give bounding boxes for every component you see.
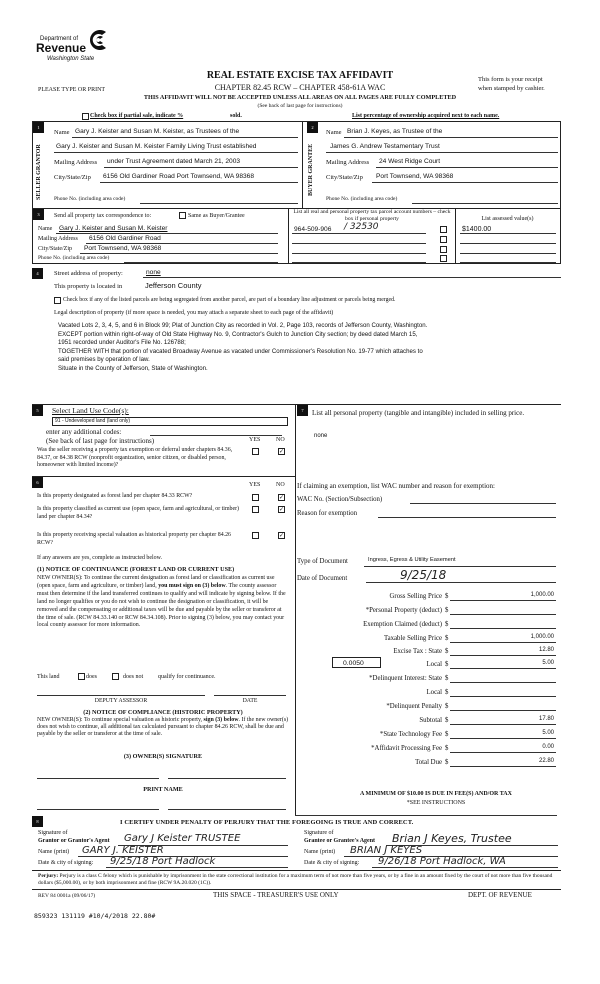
partial-sale-label: Check box if partial sale, indicate %: [90, 113, 184, 119]
grantee-print-name[interactable]: BRIAN J KEYES: [350, 845, 423, 856]
does-checkbox[interactable]: [78, 673, 85, 680]
personal-property-value[interactable]: none: [314, 433, 328, 439]
fee-value[interactable]: 1,000.00: [530, 634, 554, 640]
fee-label: Excise Tax : State: [393, 648, 442, 655]
fee-line: [450, 628, 556, 629]
historic-no-checkbox[interactable]: ✓: [279, 532, 285, 539]
fee-line: [450, 752, 556, 753]
same-as-buyer-checkbox[interactable]: [179, 212, 186, 219]
document-type[interactable]: Ingress, Egress & Utility Easement: [368, 557, 456, 563]
grantor-print-name[interactable]: GARY J. KEISTER: [82, 845, 164, 856]
please-print: PLEASE TYPE OR PRINT: [38, 87, 106, 93]
dept-label: DEPT. OF REVENUE: [468, 891, 532, 899]
fee-line: [450, 724, 556, 725]
parcel-number[interactable]: 964-509-906: [294, 226, 332, 233]
segregation-checkbox[interactable]: [54, 297, 61, 304]
notice-continuance-text: NEW OWNER(S): To continue the current designation as forest land or classification as current use (open space, farm and agriculture, or timber) land, you must sign on (3) below. The county assessor must then determine if the land transferred continues to qualify and will indicate by signing below. If the land no longer qualifies or you do not wish to continue the designation or classification, it will be removed and the compensating or additional taxes will be due and payable by the seller or transferor at the time of sale. (RCW 84.33.140 or RCW 84.34.108). Prior to signing (3) below, you may contact your local county assessor for more information.: [37, 575, 286, 629]
fee-label: Taxable Selling Price: [383, 635, 442, 642]
fee-label: *Delinquent Interest: State: [369, 675, 442, 682]
logo-swoosh-icon: [86, 28, 108, 52]
local-rate-box[interactable]: 0.0050: [332, 657, 381, 668]
currency-symbol: $: [445, 731, 449, 738]
county[interactable]: Jefferson County: [145, 281, 202, 290]
currency-symbol: $: [445, 703, 449, 710]
personal-property-checkbox-4[interactable]: [440, 255, 447, 262]
buyer-city-state-zip[interactable]: Port Townsend, WA 98368: [376, 173, 454, 180]
treasurer-label: THIS SPACE - TREASURER'S USE ONLY: [213, 891, 339, 899]
fee-label: Total Due: [415, 759, 442, 766]
buyer-mailing-address[interactable]: 24 West Ridge Court: [379, 158, 441, 165]
perjury-notice: Perjury: Perjury is a class C felony which is punishable by imprisonment in the state correctional institution for a maximum term of not more than five years, or by a fine in an amount fixed by the court of not more than five thousand dollars ($5,000.00), or by both imprisonment and fine (RCW 9A.20.020 (1C)).: [38, 873, 553, 887]
notice-compliance-text: NEW OWNER(S): To continue special valuation as historic property, sign (3) below. If the new owner(s) does not wish to continue, all additional tax calculated pursuant to chapter 84.26 RCW, shall be due and payable by the seller or transferor at the time of sale.: [37, 717, 289, 738]
grantor-signature[interactable]: Gary J Keister TRUSTEE: [124, 833, 241, 844]
fee-line: [450, 600, 556, 601]
fee-value[interactable]: 5.00: [542, 730, 554, 736]
cashier-stamp: 859323 131119 #10/4/2018 22.80#: [34, 912, 156, 920]
street-address[interactable]: none: [146, 269, 161, 276]
exempt-yes-checkbox[interactable]: [252, 448, 259, 455]
buyer-name-1[interactable]: Brian J. Keyes, as Trustee of the: [347, 128, 443, 135]
see-back: (See back of last page for instructions): [257, 103, 343, 109]
reason-input[interactable]: [378, 517, 556, 518]
personal-property-checkbox-1[interactable]: [440, 226, 447, 233]
seller-name-1[interactable]: Gary J. Keister and Susan M. Keister, as Trustees of the: [75, 128, 240, 135]
seller-city-state-zip[interactable]: 6156 Old Gardiner Road Port Townsend, WA 98368: [103, 173, 255, 180]
fee-label: Local: [426, 689, 442, 696]
buyer-name-2[interactable]: James G. Andrew Testamentary Trust: [330, 143, 440, 150]
document-date[interactable]: 9/25/18: [400, 568, 447, 582]
fee-label: Gross Selling Price: [389, 593, 442, 600]
fee-label: Subtotal: [419, 717, 442, 724]
grantee-date-city[interactable]: 9/26/18 Port Hadlock, WA: [378, 856, 506, 867]
grantor-date-city[interactable]: 9/25/18 Port Hadlock: [110, 856, 216, 867]
fee-line: [450, 668, 556, 669]
receipt-note: This form is your receipt: [478, 76, 543, 83]
fee-line: [450, 696, 556, 697]
fee-label: Local: [426, 661, 442, 668]
fee-value[interactable]: 12.80: [538, 647, 554, 653]
warning: THIS AFFIDAVIT WILL NOT BE ACCEPTED UNLESS ALL AREAS ON ALL PAGES ARE FULLY COMPLETED: [143, 94, 457, 101]
fee-line: [450, 682, 556, 683]
exempt-no-checkbox[interactable]: ✓: [279, 448, 285, 455]
forest-yes-checkbox[interactable]: [252, 494, 259, 501]
parcel-handwritten: / 32530: [344, 222, 379, 232]
receipt-note-2: when stamped by cashier.: [478, 85, 545, 92]
personal-property-checkbox-2[interactable]: [440, 236, 447, 243]
fee-label: *Affidavit Processing Fee: [371, 745, 442, 752]
fee-line: [450, 738, 556, 739]
fee-value[interactable]: 0.00: [542, 744, 554, 750]
chapter-line: CHAPTER 82.45 RCW – CHAPTER 458-61A WAC: [214, 83, 386, 92]
currency-symbol: $: [445, 717, 449, 724]
fee-line: [450, 614, 556, 615]
fee-line: [450, 642, 556, 643]
fee-value[interactable]: 22.80: [538, 758, 554, 764]
grantee-signature[interactable]: Brian J Keyes, Trustee: [392, 832, 512, 845]
fee-label: *Delinquent Penalty: [386, 703, 442, 710]
currency-symbol: $: [445, 607, 449, 614]
sold-label: sold.: [230, 113, 242, 119]
form-revision: REV 84 0001a (09/06/17): [38, 893, 96, 899]
correspondence-city[interactable]: Port Townsend, WA 98368: [84, 245, 162, 252]
assessed-value[interactable]: $1400.00: [462, 226, 492, 233]
seller-name-2[interactable]: Gary J. Keister and Susan M. Keister Family Living Trust established: [56, 143, 257, 150]
fee-line: [450, 710, 556, 711]
currency-symbol: $: [445, 635, 449, 642]
historic-yes-checkbox[interactable]: [252, 532, 259, 539]
form-title: REAL ESTATE EXCISE TAX AFFIDAVIT: [206, 70, 394, 81]
currency-symbol: $: [445, 745, 449, 752]
parcel-header: List all real and personal property tax parcel account numbers – check box if personal property: [293, 209, 451, 223]
currency-symbol: $: [445, 648, 449, 655]
fee-label: *State Technology Fee: [379, 731, 442, 738]
fee-label: Exemption Claimed (deduct): [363, 621, 442, 628]
fee-line: [450, 766, 556, 767]
currency-symbol: $: [445, 759, 449, 766]
assessed-header: List assessed value(s): [481, 216, 534, 222]
does-not-checkbox[interactable]: [112, 673, 119, 680]
ownership-note: List percentage of ownership acquired next to each name.: [352, 113, 500, 119]
currency-symbol: $: [445, 621, 449, 628]
correspondence-name[interactable]: Gary J. Keister and Susan M. Keister: [59, 225, 168, 232]
current-use-no-checkbox[interactable]: ✓: [279, 506, 285, 513]
partial-sale-checkbox[interactable]: [82, 113, 89, 120]
fee-value[interactable]: 5.00: [542, 660, 554, 666]
correspondence-mailing[interactable]: 6156 Old Gardiner Road: [89, 235, 161, 242]
forest-no-checkbox[interactable]: ✓: [279, 494, 285, 501]
currency-symbol: $: [445, 661, 449, 668]
fee-value[interactable]: 1,000.00: [530, 592, 554, 598]
currency-symbol: $: [445, 675, 449, 682]
currency-symbol: $: [445, 689, 449, 696]
legal-description: Vacated Lots 2, 3, 4, 5, and 6 in Block 99; Plat of Junction City as recorded in Vol. 2, Page 103, records of Jefferson County, Washington. EXCEPT portion within right-of-way of Old State Highway No. 9, Contractor's Gulch to Junction City section; by deed dated March 15, 1951 recorded under Auditor's File No. 126788; TOGETHER WITH that portion of vacated Broadway Avenue as vacated under Commissioner's Resolution No. 19-77 which attaches to said premises by operation of law. Situate in the County of Jefferson, State of Washington.: [58, 322, 428, 372]
wac-input[interactable]: [410, 503, 556, 504]
personal-property-checkbox-3[interactable]: [440, 246, 447, 253]
currency-symbol: $: [445, 593, 449, 600]
fee-value[interactable]: 17.80: [538, 716, 554, 722]
seller-mailing-address[interactable]: under Trust Agreement dated March 21, 2003: [107, 158, 241, 165]
current-use-yes-checkbox[interactable]: [252, 506, 259, 513]
fee-label: *Personal Property (deduct): [365, 607, 442, 614]
fee-line: [450, 655, 556, 656]
land-use-select[interactable]: 91 - Undeveloped land (land only): [52, 417, 288, 426]
